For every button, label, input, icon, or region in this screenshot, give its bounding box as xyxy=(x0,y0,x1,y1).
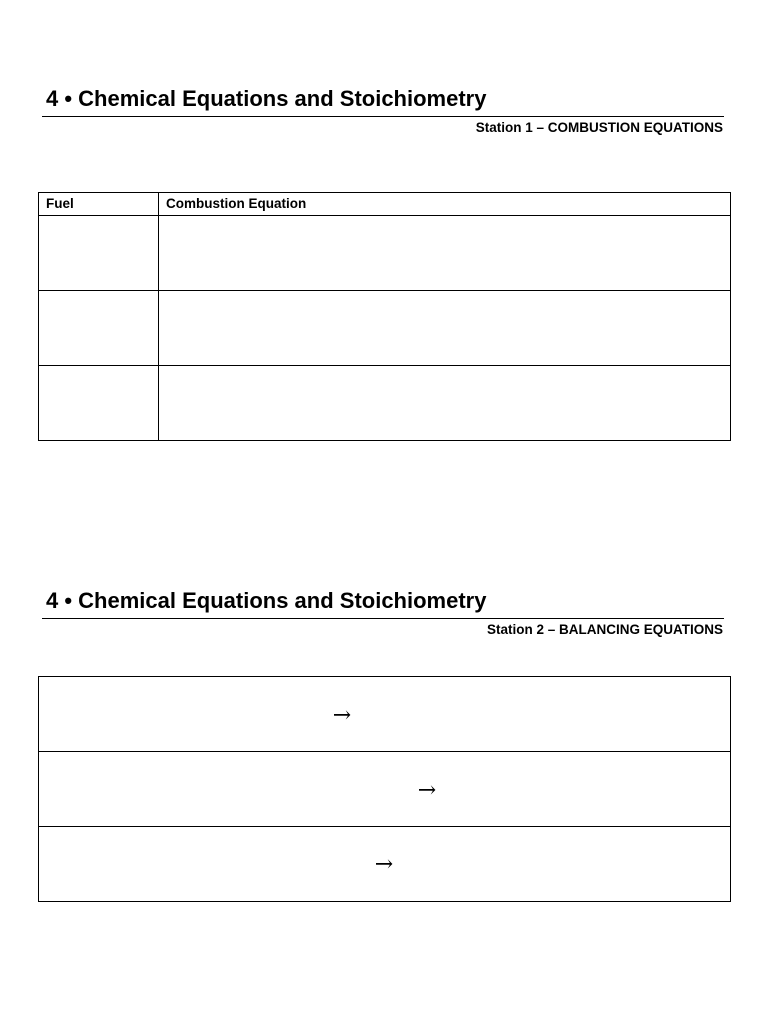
table-row xyxy=(39,752,731,827)
table-row xyxy=(39,366,731,441)
balancing-table xyxy=(38,676,731,902)
equation-cell[interactable] xyxy=(159,291,731,366)
equation-box[interactable] xyxy=(39,752,731,827)
table-row xyxy=(39,827,731,902)
chapter-title: 4 • Chemical Equations and Stoichiometry xyxy=(46,86,487,111)
title-rule xyxy=(42,618,724,619)
table-row xyxy=(39,291,731,366)
station-label: Station 2 – BALANCING EQUATIONS xyxy=(486,622,723,637)
equation-box[interactable] xyxy=(39,677,731,752)
reaction-arrow-icon: → xyxy=(374,852,394,877)
equation-cell[interactable] xyxy=(159,216,731,291)
fuel-cell[interactable] xyxy=(39,366,159,441)
reaction-arrow-icon: → xyxy=(417,778,437,803)
table-header-row xyxy=(39,193,731,216)
equation-box[interactable] xyxy=(39,827,731,902)
table-row xyxy=(39,677,731,752)
title-rule xyxy=(42,116,724,117)
combustion-table xyxy=(38,192,731,441)
column-header-fuel: Fuel xyxy=(39,193,159,216)
chapter-title: 4 • Chemical Equations and Stoichiometry xyxy=(46,588,487,613)
reaction-arrow-icon: → xyxy=(332,703,352,728)
table-row xyxy=(39,216,731,291)
fuel-cell[interactable] xyxy=(39,291,159,366)
column-header-combustion-equation: Combustion Equation xyxy=(159,193,731,216)
equation-cell[interactable] xyxy=(159,366,731,441)
station-label: Station 1 – COMBUSTION EQUATIONS xyxy=(475,120,723,135)
fuel-cell[interactable] xyxy=(39,216,159,291)
